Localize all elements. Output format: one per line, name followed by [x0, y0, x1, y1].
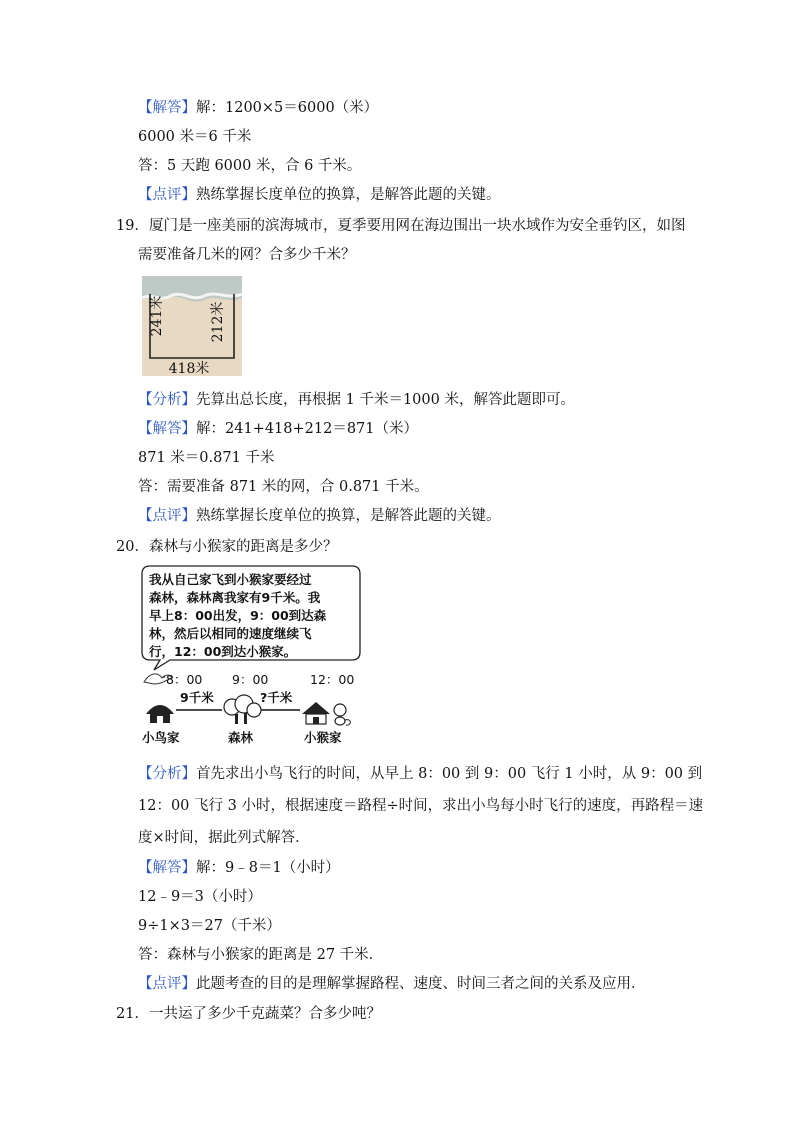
place-forest: 森林	[228, 730, 254, 745]
svg-text:241米: 241米	[149, 295, 165, 337]
segment-2-label: ?千米	[260, 690, 293, 705]
q18-comment: 【点评】熟练掌握长度单位的换算，是解答此题的关键。	[138, 187, 501, 203]
q19-answer-l2: 871 米＝0.871 千米	[138, 450, 275, 466]
q20-answer-l3: 9÷1×3＝27（千米）	[138, 918, 281, 934]
q20-answer-l1: 【解答】解：9﹣8＝1（小时）	[138, 860, 340, 876]
time-start: 8：00	[166, 672, 203, 687]
q18-answer-l1: 【解答】解：1200×5＝6000（米）	[138, 100, 379, 116]
bird-trip-figure	[140, 564, 366, 746]
place-monkey-home: 小猴家	[304, 730, 342, 745]
bird-house-icon	[146, 705, 174, 723]
q20-comment: 【点评】此题考查的目的是理解掌握路程、速度、时间三者之间的关系及应用．	[138, 976, 646, 992]
analysis-tag: 【分析】	[138, 766, 196, 782]
q19-answer-l3: 答：需要准备 871 米的网，合 0.871 千米。	[138, 479, 429, 495]
forest-icon	[224, 695, 261, 724]
q19-analysis: 【分析】先算出总长度，再根据 1 千米＝1000 米，解答此题即可。	[138, 392, 575, 408]
q21-stem: 21．一共运了多少千克蔬菜？合多少吨？	[116, 1006, 381, 1022]
q18-answer-l2: 6000 米＝6 千米	[138, 129, 252, 145]
q19-stem-l1: 19．厦门是一座美丽的滨海城市，夏季要用网在海边围出一块水域作为安全垂钓区，如图	[116, 218, 686, 234]
bird-trip-image	[140, 564, 366, 746]
analysis-tag: 【分析】	[138, 392, 196, 408]
q20-answer-l2: 12﹣9＝3（小时）	[138, 889, 262, 905]
bottom-side-label: 418米	[168, 361, 210, 376]
right-side-label	[209, 302, 226, 343]
q19-stem-l2: 需要准备几米的网？合多少千米？	[138, 247, 356, 263]
comment-tag: 【点评】	[138, 187, 196, 203]
svg-text:212米: 212米	[210, 301, 226, 343]
q19-answer-l1: 【解答】解：241+418+212＝871（米）	[138, 421, 419, 437]
fishing-area-figure	[142, 276, 242, 376]
time-end: 12：00	[310, 672, 355, 687]
comment-tag: 【点评】	[138, 508, 196, 524]
q20-analysis-l1: 【分析】首先求出小鸟飞行的时间，从早上 8：00 到 9：00 飞行 1 小时，从 9：00 到	[138, 766, 703, 782]
segment-1-label: 9千米	[180, 690, 214, 705]
monkey-house-icon	[302, 702, 350, 725]
bubble-line-1: 我从自己家飞到小猴家要经过	[149, 572, 312, 587]
bubble-line-2: 森林，森林离我家有9千米。我	[149, 590, 321, 605]
answer-tag: 【解答】	[138, 860, 196, 876]
q19-comment: 【点评】熟练掌握长度单位的换算，是解答此题的关键。	[138, 508, 501, 524]
q18-answer-l3: 答：5 天跑 6000 米，合 6 千米。	[138, 158, 362, 174]
answer-tag: 【解答】	[138, 100, 196, 116]
q20-analysis-l2: 12：00 飞行 3 小时，根据速度＝路程÷时间，求出小鸟每小时飞行的速度，再路程＝速	[138, 798, 704, 814]
answer-tag: 【解答】	[138, 421, 196, 437]
bubble-line-3: 早上8：00出发，9：00到达森	[149, 608, 327, 623]
q20-analysis-l3: 度×时间，据此列式解答．	[138, 830, 310, 846]
q20-answer-l4: 答：森林与小猴家的距离是 27 千米．	[138, 947, 384, 963]
fishing-area-image	[142, 276, 242, 376]
place-bird-home: 小鸟家	[142, 730, 180, 745]
bubble-line-4: 林，然后以相同的速度继续飞	[149, 626, 312, 641]
q20-stem: 20．森林与小猴家的距离是多少？	[116, 539, 338, 555]
left-side-label	[148, 296, 165, 337]
bubble-line-5: 行，12：00到达小猴家。	[149, 644, 297, 659]
comment-tag: 【点评】	[138, 976, 196, 992]
time-forest: 9：00	[232, 672, 269, 687]
